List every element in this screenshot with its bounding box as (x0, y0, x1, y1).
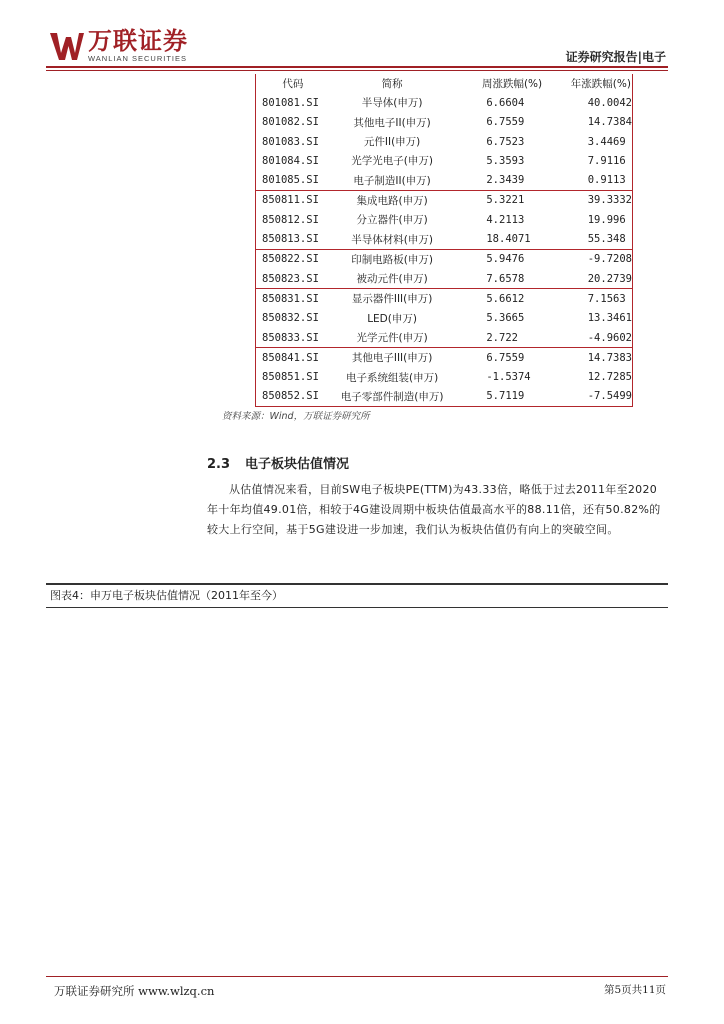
table-cell: 850811.SI (256, 190, 330, 210)
table-cell: 被动元件(申万) (356, 273, 428, 286)
table-cell: 5.7119 (486, 390, 525, 403)
table-cell: 3.4469 (587, 135, 626, 148)
table-cell: -4.9602 (587, 331, 632, 344)
table-cell: 5.3665 (486, 312, 525, 325)
table-cell: 5.6612 (454, 289, 569, 309)
table-cell: 14.7383 (570, 348, 632, 368)
section-heading (207, 453, 349, 472)
table-cell: 18.4071 (486, 233, 531, 246)
column-header: 年涨跌幅(%) (570, 78, 631, 91)
table-cell: 801081.SI (262, 96, 319, 109)
table-row (256, 132, 632, 151)
table-cell: 7.6578 (486, 272, 525, 285)
table-row (256, 170, 632, 190)
footer-rule (46, 976, 668, 977)
table-cell: 光学元件(申万) (356, 332, 428, 344)
section-number: 2.3 (207, 457, 231, 472)
table-cell: 19.996 (587, 213, 626, 226)
table-cell: 850852.SI (262, 390, 319, 403)
table-row (256, 210, 632, 229)
table-cell: 801085.SI (262, 174, 319, 187)
table-cell: 印制电路板(申万) (330, 249, 455, 269)
footer-publisher: 万联证券研究所 www.wlzq.cn (54, 984, 215, 998)
table-cell: 801083.SI (262, 135, 319, 148)
logo-name-cn: 万联证券 (88, 27, 188, 55)
table-source-note: 资料来源：Wind，万联证券研究所 (222, 411, 370, 422)
table-cell: 850841.SI (256, 348, 330, 368)
table-row (256, 309, 632, 328)
table-cell: 6.7559 (486, 116, 525, 129)
table-row (256, 367, 632, 386)
header-rule-thin (46, 70, 668, 71)
column-header: 简称 (381, 78, 403, 91)
table-row (256, 269, 632, 289)
table-cell: -7.5499 (587, 390, 632, 403)
table-cell: 850812.SI (262, 213, 319, 226)
table-row (256, 289, 632, 309)
table-cell: 850833.SI (262, 331, 319, 344)
table-cell: -1.5374 (486, 371, 531, 384)
table-cell: 4.2113 (486, 213, 525, 226)
table-header-row (256, 74, 632, 93)
table-cell: 5.3593 (486, 154, 525, 167)
index-performance-table (255, 74, 633, 407)
table-cell: 半导体材料(申万) (351, 233, 433, 246)
table-cell: 显示器件III(申万) (330, 289, 455, 309)
table-cell: 850813.SI (262, 233, 319, 246)
table-cell: 元件II(申万) (363, 136, 421, 149)
table-row (256, 93, 632, 112)
table-row (256, 328, 632, 348)
column-header: 代码 (282, 78, 304, 91)
figure-title: 图表4：申万电子板块估值情况（2011年至今） (50, 589, 283, 602)
table-row (256, 249, 632, 269)
table-cell: 850822.SI (256, 249, 330, 269)
section-paragraph: 从估值情况来看，目前SW电子板块PE(TTM)为43.33倍，略低于过去2011年至2020年十年均值49.01倍，相较于4G建设周期中板块估值最高水平的88.11倍，还有50.82%的较大上行空间，基于5G建设进一步加速，我们认为板块估值仍有向上的突破空间。 (207, 483, 661, 536)
table-cell: 7.9116 (587, 154, 626, 167)
table-cell: 40.0042 (587, 96, 632, 109)
table-cell: 2.722 (486, 331, 518, 344)
table-cell: 6.7559 (454, 348, 569, 368)
section-title: 电子板块估值情况 (245, 457, 350, 472)
table-cell: 12.7285 (587, 371, 632, 384)
table-cell: 850832.SI (262, 312, 319, 325)
table-row (256, 151, 632, 170)
table-cell: 0.9113 (587, 174, 626, 187)
table-cell: 6.7523 (486, 135, 525, 148)
table-cell: 801084.SI (262, 154, 319, 167)
table-cell: 2.3439 (486, 174, 525, 187)
table-row (256, 190, 632, 210)
table-cell: 801082.SI (262, 116, 319, 129)
table-cell: 光学光电子(申万) (351, 155, 433, 168)
table-cell: LED(申万) (367, 312, 417, 325)
table-cell: 14.7384 (587, 116, 632, 129)
page-number: 第5页共11页 (603, 984, 666, 996)
table-cell: 电子系统组装(申万) (345, 371, 439, 384)
table-cell: 5.3221 (454, 190, 569, 210)
table-cell: 其他电子III(申万) (330, 348, 455, 368)
table-cell: 850851.SI (262, 371, 319, 384)
table-cell: 电子零部件制造(申万) (340, 390, 444, 403)
logo-name-en: WANLIAN SECURITIES (88, 54, 187, 63)
table-cell: 55.348 (587, 233, 626, 246)
table-cell: 电子制造II(申万) (353, 174, 431, 187)
table-cell: 分立器件(申万) (356, 214, 428, 227)
table-cell: 850831.SI (256, 289, 330, 309)
table-cell: -9.7208 (570, 249, 632, 269)
column-header: 周涨跌幅(%) (481, 78, 543, 91)
table-row (256, 387, 632, 406)
table-cell: 13.3461 (587, 312, 632, 325)
table-cell: 39.3332 (570, 190, 632, 210)
logo (50, 28, 188, 63)
header-rule (46, 66, 668, 68)
table-cell: 20.2739 (587, 272, 632, 285)
report-type: 证券研究报告|电子 (565, 50, 666, 64)
table-row (256, 113, 632, 132)
table-row (256, 348, 632, 368)
table-cell: 半导体(申万) (361, 97, 423, 110)
logo-w-icon (50, 29, 84, 63)
table-cell: 850823.SI (262, 272, 319, 285)
table-cell: 7.1563 (570, 289, 632, 309)
table-cell: 5.9476 (454, 249, 569, 269)
table-cell: 6.6604 (486, 96, 525, 109)
table-row (256, 229, 632, 249)
table-cell: 其他电子II(申万) (353, 116, 431, 129)
table-cell: 集成电路(申万) (330, 190, 455, 210)
